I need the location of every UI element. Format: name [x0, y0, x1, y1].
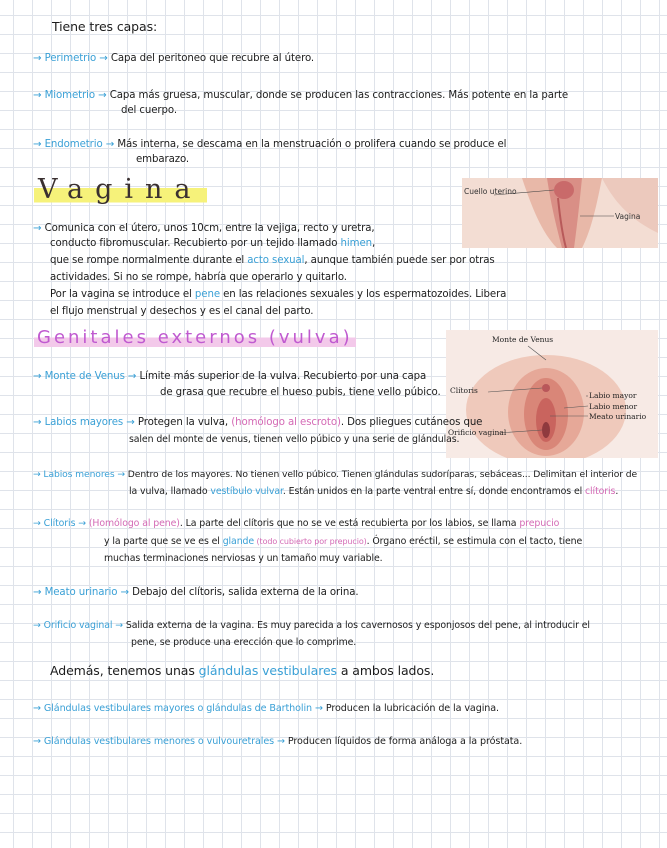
- layer-miometrio-text2: del cuerpo.: [121, 105, 177, 116]
- arrow-icon: →: [33, 371, 45, 382]
- label-labio-mayor: Labio mayor: [589, 391, 637, 400]
- arrow-icon: →: [123, 417, 138, 428]
- arrow-icon: →: [75, 518, 89, 529]
- vagina-title: Vagina: [34, 174, 207, 205]
- label-orificio-vaginal: Orificio vaginal: [448, 428, 507, 437]
- item-text: Debajo del clítoris, salida externa de la orina.: [132, 587, 359, 598]
- arrow-icon: →: [312, 703, 326, 714]
- glands-intro-text: Además, tenemos unas: [50, 663, 199, 678]
- label-vagina: Vagina: [615, 212, 641, 221]
- label-cuello-uterino: Cuello uterino: [464, 187, 517, 196]
- gland-vulvouretrales: [33, 735, 522, 749]
- arrow-icon: →: [33, 417, 45, 428]
- vagina-text: Comunica con el útero, unos 10cm, entre la vejiga, recto y uretra,: [44, 223, 375, 234]
- term-labios-mayores: Labios mayores: [44, 417, 124, 428]
- item-text: Dentro de los mayores. No tienen vello púbico. Tienen glándulas sudoríparas, sebáceas... Delimitan el interior de: [127, 469, 638, 480]
- term-pene: pene: [194, 289, 220, 300]
- item-labios-menores-l2: [129, 485, 618, 499]
- layer-endometrio-text: Más interna, se descama en la menstruación o prolifera cuando se produce el: [117, 139, 507, 150]
- layer-miometrio-text: Capa más gruesa, muscular, donde se producen las contracciones. Más potente en la parte: [109, 90, 569, 101]
- item-text: la vulva, llamado: [129, 486, 211, 497]
- arrow-icon: →: [33, 469, 44, 480]
- vagina-text: Por la vagina se introduce el: [50, 289, 195, 300]
- item-labios-menores: [33, 468, 637, 482]
- item-text: . Están unidos en la parte ventral entre sí, donde encontramos el: [282, 486, 585, 497]
- term-clitoris-item: Clítoris: [43, 518, 76, 529]
- term-himen: himen: [340, 238, 372, 249]
- arrow-icon: →: [33, 90, 45, 101]
- arrow-icon: →: [33, 620, 44, 631]
- item-text: Salida externa de la vagina. Es muy parecida a los cavernosos y esponjosos del pene, al introducir el: [125, 620, 590, 631]
- vagina-p1-d: actividades. Si no se rompe, habría que operarlo y quitarlo.: [50, 272, 347, 283]
- arrow-icon: →: [33, 518, 44, 529]
- term-bartholin: Glándulas vestibulares mayores o glándulas de Bartholin: [43, 703, 313, 714]
- term-endometrio: Endometrio: [44, 139, 103, 150]
- item-text: . Dos pliegues cutáneos que: [340, 417, 483, 428]
- term-glandulas-vestibulares: glándulas vestibulares: [198, 663, 337, 678]
- layer-endometrio-text2: embarazo.: [136, 154, 190, 165]
- item-text: Límite más superior de la vulva. Recubierto por una capa: [139, 371, 427, 382]
- term-clitoris: clítoris: [585, 486, 616, 497]
- term-miometrio: Miometrio: [44, 90, 95, 101]
- label-meato-urinario: Meato urinario: [589, 412, 647, 421]
- item-text: y la parte que se ve es el: [104, 536, 223, 547]
- vagina-p1-c: [50, 254, 495, 268]
- arrow-icon: →: [94, 90, 110, 101]
- vagina-figure: [462, 178, 658, 248]
- term-vestibulo-vulvar: vestíbulo vulvar: [210, 486, 283, 497]
- item-clitoris: [33, 517, 559, 531]
- term-vulvouretrales: Glándulas vestibulares menores o vulvouretrales: [43, 736, 275, 747]
- term-glande: glande: [222, 536, 255, 547]
- arrow-icon: →: [114, 469, 128, 480]
- vagina-text: , aunque también puede ser por otras: [304, 255, 495, 266]
- item-labios-mayores-l2: salen del monte de venus, tienen vello púbico y una serie de glándulas.: [129, 434, 460, 445]
- label-monte-venus: Monte de Venus: [492, 335, 554, 344]
- item-monte-venus: [33, 370, 426, 384]
- label-clitoris: Clítoris: [450, 386, 478, 395]
- arrow-icon: →: [33, 587, 45, 598]
- glands-intro-text: a ambos lados.: [336, 663, 435, 678]
- glands-intro: [50, 664, 434, 678]
- vagina-text: en las relaciones sexuales y los espermatozoides. Libera: [219, 289, 507, 300]
- item-orificio: [33, 619, 590, 633]
- layers-intro: Tiene tres capas:: [52, 19, 158, 34]
- item-monte-venus-l2: de grasa que recubre el hueso pubis, tiene vello púbico.: [160, 387, 441, 398]
- vagina-p2-a: [50, 288, 506, 302]
- term-perimetrio: Perimetrio: [44, 53, 97, 64]
- arrow-icon: →: [33, 53, 45, 64]
- arrow-icon: →: [33, 736, 44, 747]
- item-labios-mayores: [33, 416, 482, 430]
- layer-perimetrio: [33, 52, 314, 66]
- genitales-title: Genitales externos (vulva): [34, 327, 356, 348]
- vagina-p1-a: [33, 222, 375, 236]
- arrow-icon: →: [274, 736, 288, 747]
- arrow-icon: →: [124, 371, 140, 382]
- vagina-p2-b: el flujo menstrual y desechos y es el canal del parto.: [50, 306, 314, 317]
- item-text: . La parte del clítoris que no se ve está recubierta por los labios, se llama: [179, 518, 520, 529]
- item-text: . Órgano eréctil, se estimula con el tacto, tiene: [366, 536, 583, 547]
- item-text: Protegen la vulva,: [137, 417, 232, 428]
- note-homologo-pene: (Homólogo al pene): [88, 518, 180, 529]
- arrow-icon: →: [33, 703, 44, 714]
- item-orificio-l2: pene, se produce una erección que lo comprime.: [131, 637, 357, 648]
- arrow-icon: →: [102, 139, 118, 150]
- gland-text: Producen la lubricación de la vagina.: [325, 703, 499, 714]
- layer-perimetrio-text: Capa del peritoneo que recubre al útero.: [110, 53, 315, 64]
- item-text: .: [615, 486, 619, 497]
- label-labio-menor: Labio menor: [589, 402, 638, 411]
- arrow-icon: →: [33, 223, 45, 234]
- vagina-text: que se rompe normalmente durante el: [50, 255, 248, 266]
- note-homologo-escroto: (homólogo al escroto): [231, 417, 341, 428]
- vulva-figure: [446, 330, 658, 458]
- arrow-icon: →: [96, 53, 111, 64]
- note-glande: (todo cubierto por prepucio): [254, 537, 367, 546]
- term-labios-menores: Labios menores: [43, 469, 115, 480]
- item-clitoris-l3: muchas terminaciones nerviosas y un tamaño muy variable.: [104, 553, 383, 564]
- arrow-icon: →: [33, 139, 45, 150]
- layer-miometrio: [33, 89, 568, 103]
- term-meato-urinario: Meato urinario: [44, 587, 118, 598]
- layer-endometrio: [33, 138, 506, 152]
- gland-text: Producen líquidos de forma análoga a la próstata.: [287, 736, 523, 747]
- vagina-p1-b: [50, 237, 375, 251]
- term-orificio-vaginal: Orificio vaginal: [43, 620, 113, 631]
- arrow-icon: →: [112, 620, 126, 631]
- term-monte-venus: Monte de Venus: [44, 371, 125, 382]
- item-clitoris-l2: [104, 535, 582, 549]
- term-prepucio: prepucio: [519, 518, 560, 529]
- term-acto-sexual: acto sexual: [247, 255, 305, 266]
- gland-bartholin: [33, 702, 499, 716]
- item-meato: [33, 586, 358, 600]
- vagina-text: conducto fibromuscular. Recubierto por un tejido llamado: [50, 238, 341, 249]
- arrow-icon: →: [117, 587, 133, 598]
- vagina-text: ,: [371, 238, 376, 249]
